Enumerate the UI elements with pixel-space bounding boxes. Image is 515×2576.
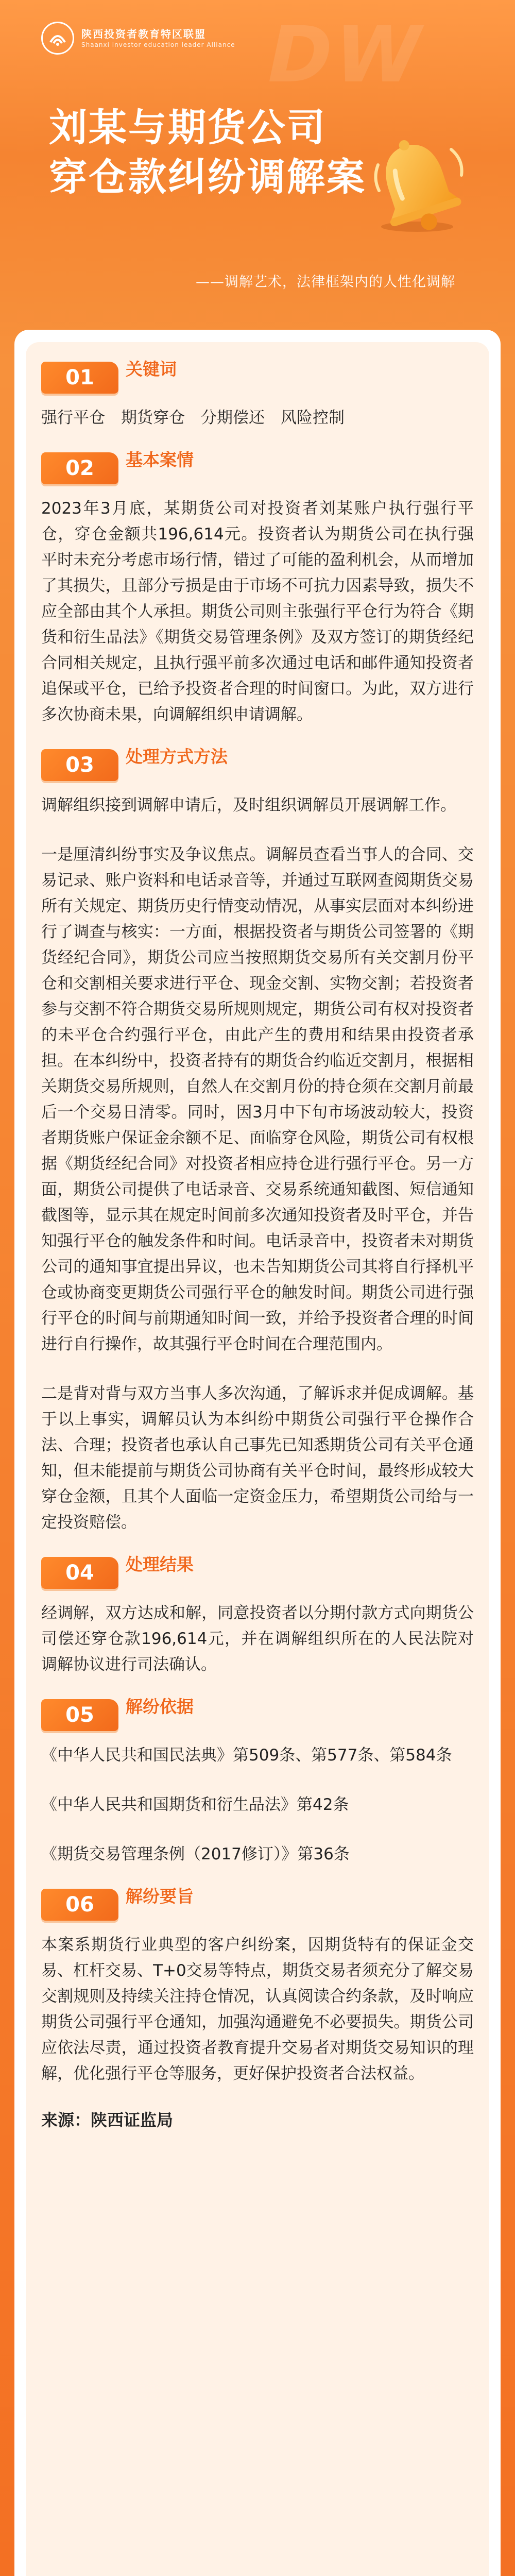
section-number-badge: [41, 1557, 118, 1589]
section-header: [41, 1885, 474, 1921]
article-panel: [26, 342, 489, 2576]
section-04: [41, 1553, 474, 1677]
section-title: 关键词: [126, 359, 177, 379]
section-06: [41, 1885, 474, 2087]
section-number: 01: [65, 366, 94, 389]
subtitle: ——调解艺术，法律框架内的人性化调解: [196, 274, 455, 290]
section-title: 解纷依据: [126, 1697, 194, 1717]
section-paragraph: 《期货交易管理条例（2017修订）》第36条: [41, 1845, 350, 1863]
source-credit: 来源：陕西证监局: [41, 2110, 174, 2130]
section-number: 05: [65, 1703, 94, 1727]
section-paragraph: 2023年3月底，某期货公司对投资者刘某账户执行强行平仓，穿仓金额共196,614元。投资者认为期货公司在执行强平时未充分考虑市场行情，错过了可能的盈利机会，从而增加了其损失，且部分亏损是由于市场不可抗力因素导致，损失不应全部由其个人承担。期货公司则主张强行平仓行为符合《期货和衍生品法》《期货交易管理条例》及双方签订的期货经纪合同相关规定，且执行强平前多次通过电话和邮件通知投资者追保或平仓，已给予投资者合理的时间窗口。为此，双方进行多次协商未果，向调解组织申请调解。: [41, 499, 474, 724]
section-02: [41, 448, 474, 727]
bell-icon: [360, 129, 474, 242]
section-title: 基本案情: [126, 450, 194, 470]
section-number-badge: [41, 452, 118, 484]
section-header: [41, 1695, 474, 1731]
section-number-badge: [41, 362, 118, 394]
section-header: [41, 358, 474, 394]
section-number: 03: [65, 753, 94, 777]
section-paragraph: 调解组织接到调解申请后，及时组织调解员开展调解工作。: [41, 796, 456, 815]
section-header: [41, 1553, 474, 1589]
section-title: 解纷要旨: [126, 1886, 194, 1906]
section-paragraph: 《中华人民共和国民法典》第509条、第577条、第584条: [41, 1746, 452, 1765]
subtitle-row: [196, 270, 455, 291]
section-number-badge: [41, 749, 118, 781]
section-number: 06: [65, 1893, 94, 1917]
section-paragraph: 二是背对背与双方当事人多次沟通，了解诉求并促成调解。基于以上事实，调解员认为本纠纷中期货公司强行平仓操作合法、合理；投资者也承认自己事先已知悉期货公司有关平仓通知，但未能提前与期货公司协商有关平仓时间，最终形成较大穿仓金额，且其个人面临一定资金压力，希望期货公司给与一定投资赔偿。: [41, 1384, 474, 1532]
section-paragraph: 《中华人民共和国期货和衍生品法》第42条: [41, 1795, 349, 1814]
header-banner: [0, 0, 515, 330]
section-header: [41, 448, 474, 484]
section-title: 处理方式方法: [126, 747, 228, 767]
section-number-badge: [41, 1699, 118, 1731]
section-title: 处理结果: [126, 1554, 194, 1574]
org-name-en: Shaanxi investor education leader Alliance: [81, 41, 235, 48]
section-paragraph: 一是厘清纠纷事实及争议焦点。调解员查看当事人的合同、交易记录、账户资料和电话录音等，并通过互联网查阅期货交易所有关规定、期货历史行情变动情况，从事实层面对本纠纷进行了调查与核实：一方面，根据投资者与期货公司签署的《期货经纪合同》，期货公司应当按照期货交易所有关交割月份平仓和交割相关要求进行平仓、现金交割、实物交割；若投资者参与交割不符合期货交易所规则规定，期货公司有权对投资者的未平仓合约强行平仓，由此产生的费用和结果由投资者承担。在本纠纷中，投资者持有的期货合约临近交割月，根据相关期货交易所规则，自然人在交割月份的持仓须在交割月前最后一个交易日清零。同时，因3月中下旬市场波动较大，投资者期货账户保证金余额不足、面临穿仓风险，期货公司有权根据《期货经纪合同》对投资者相应持仓进行强行平仓。另一方面，期货公司提供了电话录音、交易系统通知截图、短信通知截图等，显示其在规定时间前多次通知投资者及时平仓，并告知强行平仓的触发条件和时间。电话录音中，投资者未对期货公司的通知事宜提出异议，也未告知期货公司其将自行择机平仓或协商变更期货公司强行平仓的触发时间。期货公司进行强行平仓的时间与前期通知时间一致，并给予投资者合理的时间进行自行操作，故其强行平仓时间在合理范围内。: [41, 845, 474, 1353]
article-card: [14, 330, 501, 2576]
section-number: 02: [65, 456, 94, 480]
page-title: [49, 103, 366, 202]
section-03: [41, 745, 474, 1535]
article-content: [41, 358, 474, 2131]
org-logo: [41, 22, 235, 55]
section-number-badge: [41, 1889, 118, 1921]
section-paragraph: 经调解，双方达成和解，同意投资者以分期付款方式向期货公司偿还穿仓款196,614元，并在调解组织所在的人民法院对调解协议进行司法确认。: [41, 1604, 474, 1674]
section-header: [41, 745, 474, 781]
section-paragraph: 强行平仓 期货穿仓 分期偿还 风险控制: [41, 409, 345, 427]
title-line-1: 刘某与期货公司: [49, 106, 327, 150]
section-number: 04: [65, 1561, 94, 1585]
org-name-cn: 陕西投资者教育特区联盟: [81, 28, 206, 40]
section-05: [41, 1695, 474, 1867]
title-line-2: 穿仓款纠纷调解案: [49, 155, 366, 199]
section-paragraph: 本案系期货行业典型的客户纠纷案，因期货特有的保证金交易、杠杆交易、T+0交易等特点，期货交易者须充分了解交易交割规则及持续关注持仓情况，认真阅读合约条款，及时响应期货公司强行平仓通知，加强沟通避免不必要损失。期货公司应依法尽责，通过投资者教育提升交易者对期货交易知识的理解，优化强行平仓等服务，更好保护投资者合法权益。: [41, 1936, 474, 2083]
section-01: [41, 358, 474, 431]
background-watermark: DW: [258, 10, 433, 100]
alliance-logo-icon: [41, 22, 74, 55]
